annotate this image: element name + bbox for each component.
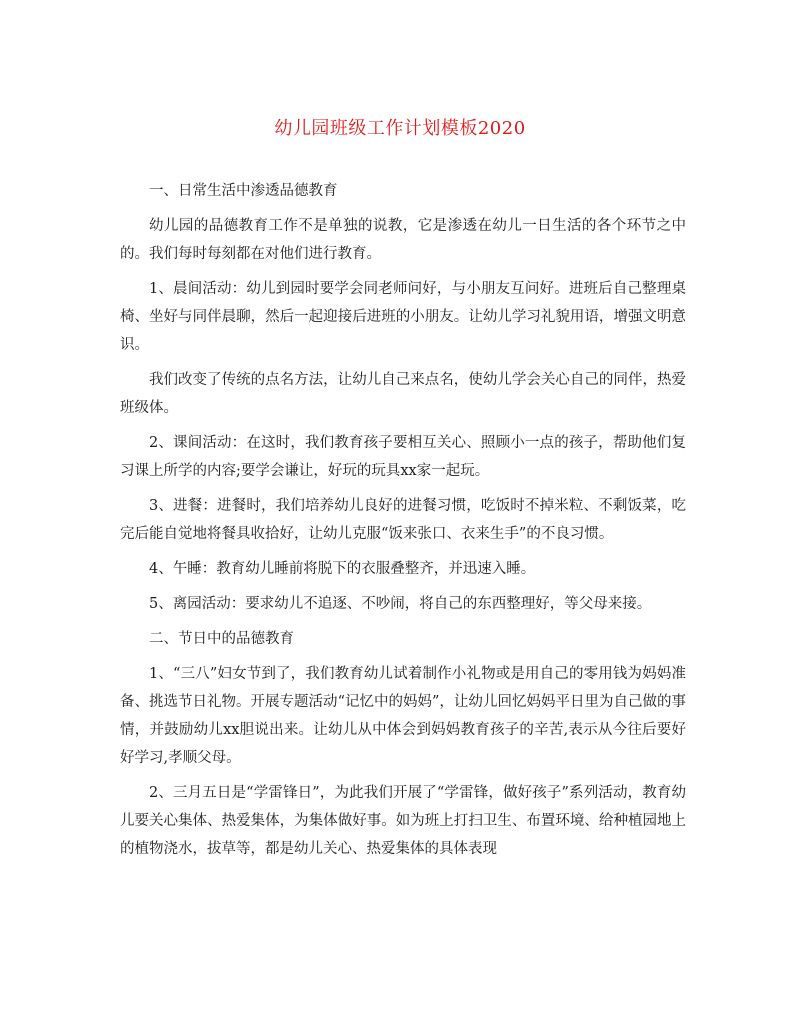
paragraph: 5、离园活动：要求幼儿不追逐、不吵闹，将自己的东西整理好，等父母来接。 bbox=[149, 596, 652, 612]
document-body bbox=[120, 177, 686, 870]
section-heading: 二、节日中的品德教育 bbox=[149, 631, 294, 647]
paragraph: 我们改变了传统的点名方法，让幼儿自己来点名，使幼儿学会关心自己的同伴，热爱班级体。 bbox=[120, 372, 686, 416]
paragraph: 幼儿园的品德教育工作不是单独的说教，它是渗透在幼儿一日生活的各个环节之中的。我们每时每刻都在对他们进行教育。 bbox=[120, 218, 686, 262]
paragraph: 2、三月五日是“学雷锋日”，为此我们开展了“学雷锋，做好孩子”系列活动，教育幼儿要关心集体、热爱集体，为集体做好事。如为班上打扫卫生、布置环境、给种植园地上的植物浇水，拔草等，都是幼儿关心、热爱集体的具体表现 bbox=[120, 785, 686, 857]
paragraph: 4、午睡：教育幼儿睡前将脱下的衣服叠整齐，并迅速入睡。 bbox=[149, 561, 536, 577]
paragraph: 2、课间活动：在这时，我们教育孩子要相互关心、照顾小一点的孩子，帮助他们复习课上所学的内容;要学会谦让，好玩的玩具xx家一起玩。 bbox=[120, 435, 686, 479]
section-heading: 一、日常生活中渗透品德教育 bbox=[149, 183, 338, 199]
paragraph: 1、“三八”妇女节到了，我们教育幼儿试着制作小礼物或是用自己的零用钱为妈妈准备、挑选节日礼物。开展专题活动“记忆中的妈妈”，让幼儿回忆妈妈平日里为自己做的事情，并鼓励幼儿xx胆说出来。让幼儿从中体会到妈妈教育孩子的辛苦,表示从今往后要好好学习,孝顺父母。 bbox=[120, 666, 686, 766]
document-title: 幼儿园班级工作计划模板2020 bbox=[274, 118, 526, 139]
paragraph: 1、晨间活动：幼儿到园时要学会同老师问好，与小朋友互问好。进班后自己整理桌椅、坐好与同伴晨聊，然后一起迎接后进班的小朋友。让幼儿学习礼貌用语，增强文明意识。 bbox=[120, 281, 686, 353]
paragraph: 3、进餐：进餐时，我们培养幼儿良好的进餐习惯，吃饭时不掉米粒、不剩饭菜，吃完后能自觉地将餐具收拾好，让幼儿克服“饭来张口、衣来生手”的不良习惯。 bbox=[120, 498, 686, 542]
